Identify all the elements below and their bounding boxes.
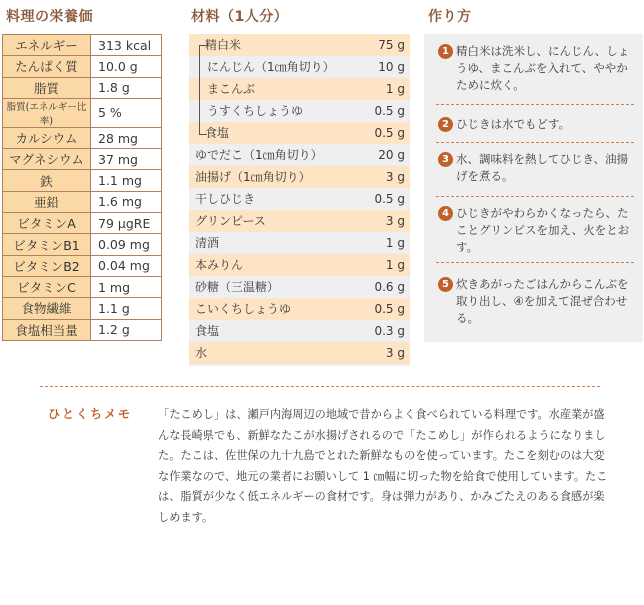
nutrition-row <box>3 35 162 56</box>
ingredient-amount: 3 g <box>385 170 405 184</box>
ingredient-name: にんじん（1㎝角切り） <box>207 60 335 74</box>
nutrition-row <box>3 56 162 77</box>
nutrient-label: エネルギー <box>3 35 91 56</box>
ingredient-amount: 75 g <box>378 38 405 52</box>
ingredient-row <box>189 78 410 100</box>
nutrient-value: 28 mg <box>91 127 162 148</box>
step-number-badge: 4 <box>438 206 453 221</box>
step-divider <box>436 196 634 197</box>
step-divider <box>436 262 634 263</box>
ingredient-name: 干しひじき <box>195 192 256 206</box>
ingredients-list <box>189 34 410 366</box>
ingredients-title: 材料（1人分） <box>191 9 289 25</box>
ingredient-name: 精白米 <box>205 38 242 52</box>
ingredient-amount: 3 g <box>385 214 405 228</box>
ingredient-row <box>189 232 410 254</box>
step-number-badge: 2 <box>438 117 453 132</box>
nutrient-label: ビタミンC <box>3 276 91 297</box>
ingredient-amount: 0.5 g <box>374 302 405 316</box>
nutrition-title: 料理の栄養価 <box>6 9 93 25</box>
ingredient-name: グリンピース <box>195 214 266 228</box>
ingredient-name: 清酒 <box>195 236 220 250</box>
memo-text: 「たこめし」は、瀬戸内海周辺の地域で昔からよく食べられている料理です。水産業が盛んな長崎県でも、新鮮なたこが水揚げされるので「たこめし」が作られるようになりました。たこは、佐世保の九十九島でとれた新鮮なものを使っています。たこを刻むのは大変な作業なので、地元の業者にお願いして 1 ㎝幅に切った物を給食で使用しています。たこは、脂質が少なく低エネルギーの食材です。身は弾力があり、かみごたえのある食感が楽しめます。 <box>158 408 608 524</box>
ingredient-row <box>189 298 410 320</box>
nutrition-row <box>3 149 162 170</box>
ingredient-name: 水 <box>195 346 208 360</box>
steps-title: 作り方 <box>428 9 472 25</box>
nutrient-label: 食物繊維 <box>3 298 91 319</box>
ingredient-name: ゆでだこ（1㎝角切り） <box>195 148 323 162</box>
ingredient-row <box>189 188 410 210</box>
nutrition-row <box>3 276 162 297</box>
step-number-badge: 3 <box>438 152 453 167</box>
nutrient-value: 37 mg <box>91 149 162 170</box>
ingredient-row <box>189 342 410 364</box>
ingredient-row <box>189 276 410 298</box>
ingredient-amount: 10 g <box>378 60 405 74</box>
ingredient-row <box>189 254 410 276</box>
nutrient-value: 5 % <box>91 98 162 127</box>
nutrient-label: 脂質(エネルギー比率) <box>3 98 91 127</box>
nutrient-value: 1.8 g <box>91 77 162 98</box>
ingredient-amount: 0.5 g <box>374 104 405 118</box>
nutrient-label: カルシウム <box>3 127 91 148</box>
ingredient-name: 油揚げ（1㎝角切り） <box>195 170 311 184</box>
step-number-badge: 1 <box>438 44 453 59</box>
ingredient-row <box>189 320 410 342</box>
nutrition-row <box>3 298 162 319</box>
ingredient-row <box>189 166 410 188</box>
nutrition-row <box>3 98 162 127</box>
nutrient-value: 1 mg <box>91 276 162 297</box>
ingredient-row <box>189 56 410 78</box>
ingredient-row <box>189 100 410 122</box>
step-text: 炊きあがったごはんからこんぶを取り出し、④を加えて混ぜ合わせる。 <box>456 277 629 325</box>
nutrition-row <box>3 127 162 148</box>
memo-divider <box>40 386 600 387</box>
nutrition-row <box>3 170 162 191</box>
nutrient-value: 0.04 mg <box>91 255 162 276</box>
nutrient-value: 313 kcal <box>91 35 162 56</box>
ingredient-amount: 3 g <box>385 346 405 360</box>
ingredient-row <box>189 34 410 56</box>
nutrition-row <box>3 77 162 98</box>
nutrient-value: 1.6 mg <box>91 191 162 212</box>
ingredient-row <box>189 144 410 166</box>
steps-list <box>424 34 643 342</box>
ingredient-amount: 1 g <box>385 82 405 96</box>
ingredient-row <box>189 122 410 144</box>
ingredient-amount: 1 g <box>385 258 405 272</box>
ingredient-name: うすくちしょうゆ <box>207 104 304 118</box>
nutrient-label: 脂質 <box>3 77 91 98</box>
ingredient-amount: 0.5 g <box>374 192 405 206</box>
nutrient-value: 1.2 g <box>91 319 162 340</box>
ingredient-name: まこんぶ <box>207 82 256 96</box>
ingredient-name: 砂糖（三温糖） <box>195 280 280 294</box>
ingredient-amount: 0.3 g <box>374 324 405 338</box>
step-text: 精白米は洗米し、にんじん、しょうゆ、まこんぶを入れて、ややかために炊く。 <box>456 44 630 92</box>
nutrition-row <box>3 255 162 276</box>
ingredient-name: こいくちしょうゆ <box>195 302 292 316</box>
ingredient-amount: 20 g <box>378 148 405 162</box>
ingredient-amount: 1 g <box>385 236 405 250</box>
ingredient-name: 食塩 <box>205 126 230 140</box>
nutrition-row <box>3 319 162 340</box>
memo-title: ひとくちメモ <box>48 407 133 421</box>
step-text: 水、調味料を熱してひじき、油揚げを煮る。 <box>456 152 629 183</box>
step-divider <box>436 142 634 143</box>
nutrition-row <box>3 213 162 234</box>
nutrient-label: ビタミンB1 <box>3 234 91 255</box>
nutrient-value: 79 μgRE <box>91 213 162 234</box>
ingredient-amount: 0.5 g <box>374 126 405 140</box>
nutrition-table <box>2 34 162 341</box>
step-number-badge: 5 <box>438 277 453 292</box>
nutrient-label: 亜鉛 <box>3 191 91 212</box>
nutrition-row <box>3 191 162 212</box>
nutrient-value: 1.1 mg <box>91 170 162 191</box>
ingredient-name: 本みりん <box>195 258 244 272</box>
step-text: ひじきは水でもどす。 <box>456 117 571 131</box>
nutrient-label: 鉄 <box>3 170 91 191</box>
nutrient-value: 0.09 mg <box>91 234 162 255</box>
step-text: ひじきがやわらかくなったら、たことグリンピスを加え、火をとおす。 <box>456 206 630 254</box>
nutrient-label: 食塩相当量 <box>3 319 91 340</box>
step-divider <box>436 104 634 105</box>
nutrient-label: ビタミンA <box>3 213 91 234</box>
nutrient-value: 1.1 g <box>91 298 162 319</box>
nutrient-label: たんぱく質 <box>3 56 91 77</box>
ingredient-name: 食塩 <box>195 324 220 338</box>
nutrient-label: マグネシウム <box>3 149 91 170</box>
ingredient-amount: 0.6 g <box>374 280 405 294</box>
nutrient-value: 10.0 g <box>91 56 162 77</box>
rice-group-bracket <box>199 45 207 135</box>
nutrient-label: ビタミンB2 <box>3 255 91 276</box>
nutrition-row <box>3 234 162 255</box>
ingredient-row <box>189 210 410 232</box>
